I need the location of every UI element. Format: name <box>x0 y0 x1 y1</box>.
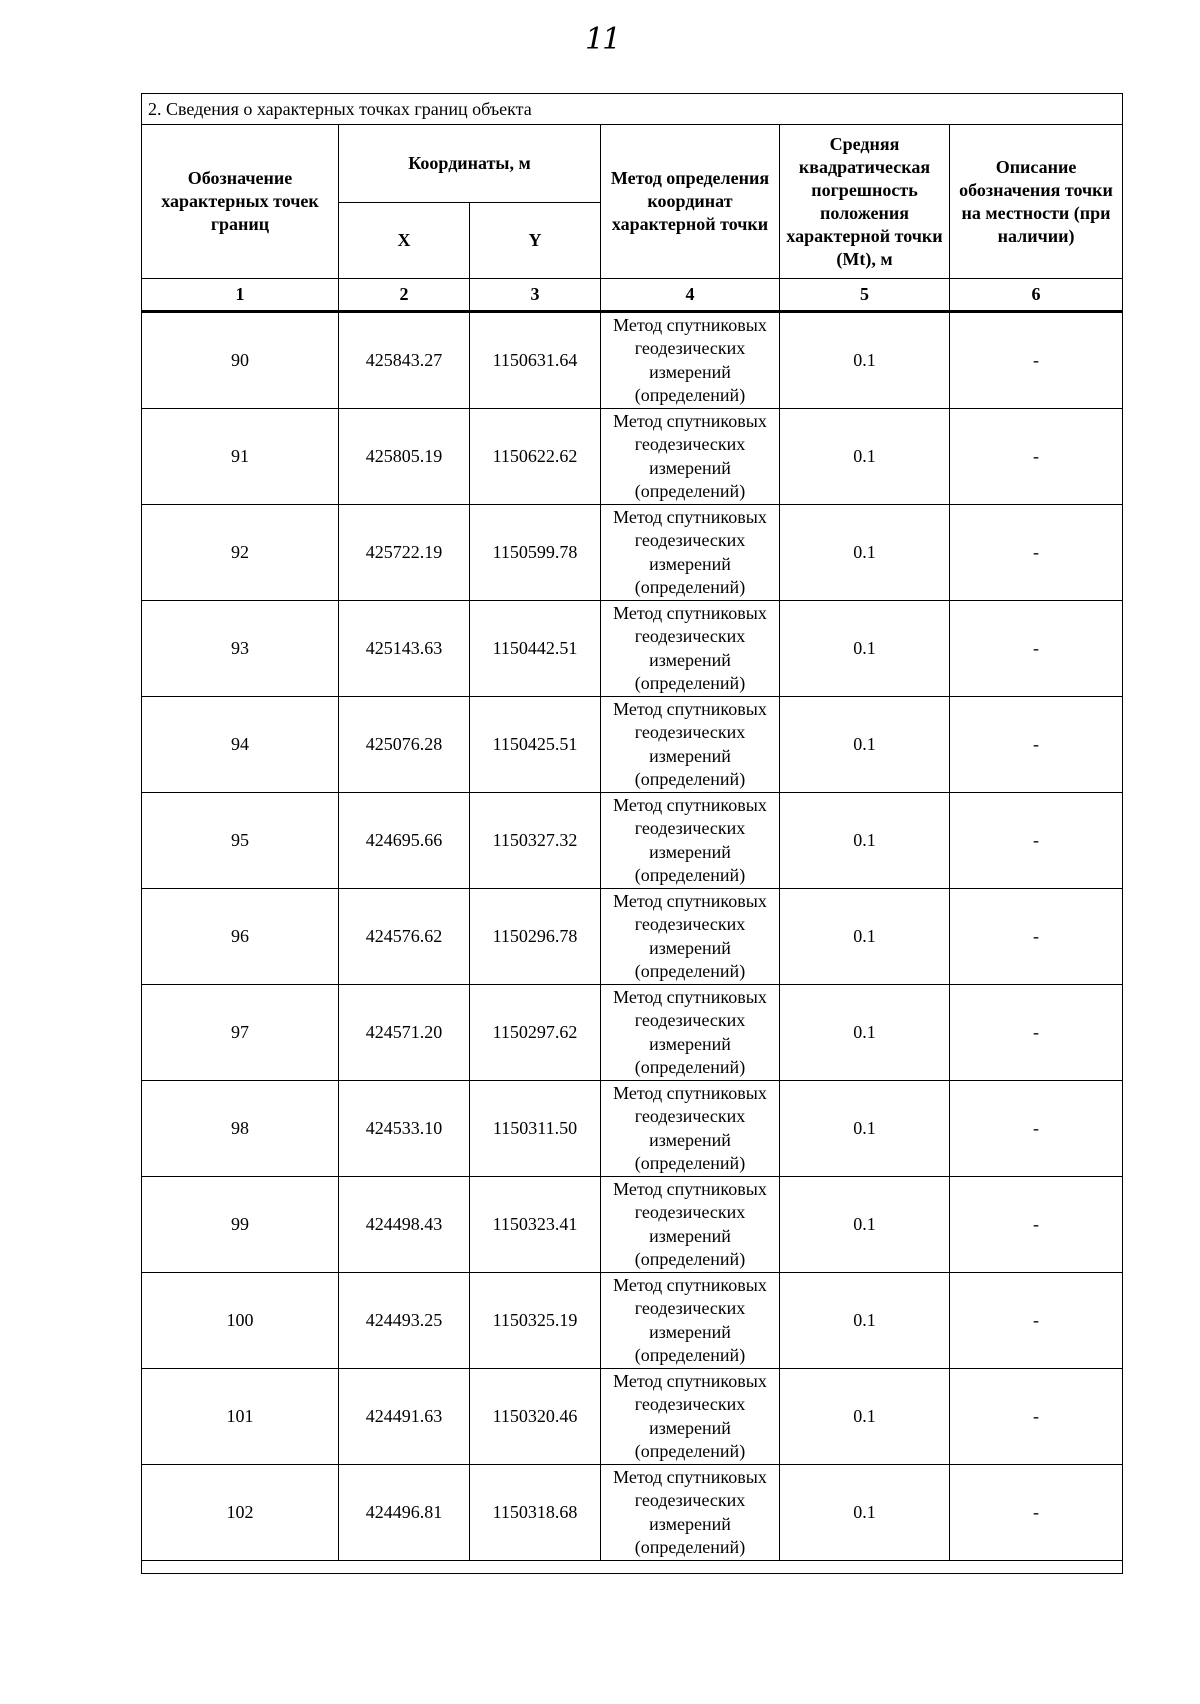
coord-y: 1150327.32 <box>470 793 601 889</box>
header-coordinates: Координаты, м <box>339 125 601 203</box>
mt-error: 0.1 <box>780 1081 950 1177</box>
header-x: X <box>339 203 470 279</box>
coord-y: 1150296.78 <box>470 889 601 985</box>
point-id: 90 <box>142 312 339 409</box>
mt-error: 0.1 <box>780 1369 950 1465</box>
method: Метод спутниковых геодезических измерений (определений) <box>601 793 780 889</box>
coord-x: 425843.27 <box>339 312 470 409</box>
table-row <box>142 1273 1123 1369</box>
coord-x: 424491.63 <box>339 1369 470 1465</box>
method: Метод спутниковых геодезических измерений (определений) <box>601 1369 780 1465</box>
coord-x: 424498.43 <box>339 1177 470 1273</box>
mt-error: 0.1 <box>780 1465 950 1561</box>
mt-error: 0.1 <box>780 1177 950 1273</box>
column-number-row <box>142 279 1123 312</box>
table-row <box>142 312 1123 409</box>
header-designation: Обозначение характерных точек границ <box>142 125 339 279</box>
mt-error: 0.1 <box>780 312 950 409</box>
coord-y: 1150631.64 <box>470 312 601 409</box>
point-id: 92 <box>142 505 339 601</box>
table-row <box>142 985 1123 1081</box>
coord-y: 1150297.62 <box>470 985 601 1081</box>
point-id: 100 <box>142 1273 339 1369</box>
mt-error: 0.1 <box>780 793 950 889</box>
column-number: 6 <box>950 279 1123 312</box>
point-description: - <box>950 793 1123 889</box>
table-row <box>142 697 1123 793</box>
table-row <box>142 409 1123 505</box>
column-number: 1 <box>142 279 339 312</box>
column-number: 4 <box>601 279 780 312</box>
point-description: - <box>950 601 1123 697</box>
point-id: 99 <box>142 1177 339 1273</box>
point-id: 97 <box>142 985 339 1081</box>
point-id: 101 <box>142 1369 339 1465</box>
mt-error: 0.1 <box>780 985 950 1081</box>
coord-x: 424496.81 <box>339 1465 470 1561</box>
coord-x: 424576.62 <box>339 889 470 985</box>
column-number: 5 <box>780 279 950 312</box>
point-id: 94 <box>142 697 339 793</box>
point-id: 98 <box>142 1081 339 1177</box>
header-method: Метод определения координат характерной точки <box>601 125 780 279</box>
point-description: - <box>950 697 1123 793</box>
coord-x: 425076.28 <box>339 697 470 793</box>
coord-y: 1150325.19 <box>470 1273 601 1369</box>
method: Метод спутниковых геодезических измерений (определений) <box>601 1177 780 1273</box>
coord-y: 1150320.46 <box>470 1369 601 1465</box>
coord-y: 1150311.50 <box>470 1081 601 1177</box>
method: Метод спутниковых геодезических измерений (определений) <box>601 1081 780 1177</box>
mt-error: 0.1 <box>780 889 950 985</box>
method: Метод спутниковых геодезических измерений (определений) <box>601 697 780 793</box>
point-description: - <box>950 889 1123 985</box>
coord-y: 1150318.68 <box>470 1465 601 1561</box>
page-number: 11 <box>585 22 620 57</box>
point-description: - <box>950 1273 1123 1369</box>
table-row <box>142 1465 1123 1561</box>
point-id: 91 <box>142 409 339 505</box>
header-description: Описание обозначения точки на местности (при наличии) <box>950 125 1123 279</box>
section-title: 2. Сведения о характерных точках границ объекта <box>142 94 1123 125</box>
coord-x: 424533.10 <box>339 1081 470 1177</box>
column-number: 3 <box>470 279 601 312</box>
point-description: - <box>950 312 1123 409</box>
coord-y: 1150599.78 <box>470 505 601 601</box>
method: Метод спутниковых геодезических измерений (определений) <box>601 505 780 601</box>
method: Метод спутниковых геодезических измерений (определений) <box>601 889 780 985</box>
table-row <box>142 1369 1123 1465</box>
method: Метод спутниковых геодезических измерений (определений) <box>601 409 780 505</box>
table-row <box>142 505 1123 601</box>
method: Метод спутниковых геодезических измерений (определений) <box>601 312 780 409</box>
point-description: - <box>950 985 1123 1081</box>
point-description: - <box>950 409 1123 505</box>
point-id: 95 <box>142 793 339 889</box>
table-row <box>142 1177 1123 1273</box>
point-id: 96 <box>142 889 339 985</box>
method: Метод спутниковых геодезических измерений (определений) <box>601 985 780 1081</box>
method: Метод спутниковых геодезических измерений (определений) <box>601 601 780 697</box>
point-description: - <box>950 1081 1123 1177</box>
coord-x: 425143.63 <box>339 601 470 697</box>
coord-x: 425722.19 <box>339 505 470 601</box>
point-id: 102 <box>142 1465 339 1561</box>
method: Метод спутниковых геодезических измерений (определений) <box>601 1465 780 1561</box>
coord-x: 424695.66 <box>339 793 470 889</box>
mt-error: 0.1 <box>780 601 950 697</box>
coord-y: 1150323.41 <box>470 1177 601 1273</box>
point-id: 93 <box>142 601 339 697</box>
column-number: 2 <box>339 279 470 312</box>
point-description: - <box>950 1369 1123 1465</box>
mt-error: 0.1 <box>780 409 950 505</box>
coord-y: 1150442.51 <box>470 601 601 697</box>
coord-x: 425805.19 <box>339 409 470 505</box>
mt-error: 0.1 <box>780 1273 950 1369</box>
coord-x: 424493.25 <box>339 1273 470 1369</box>
table-row <box>142 601 1123 697</box>
header-y: Y <box>470 203 601 279</box>
table-end-row <box>142 1561 1123 1574</box>
mt-error: 0.1 <box>780 505 950 601</box>
coord-y: 1150425.51 <box>470 697 601 793</box>
mt-error: 0.1 <box>780 697 950 793</box>
point-description: - <box>950 1177 1123 1273</box>
method: Метод спутниковых геодезических измерений (определений) <box>601 1273 780 1369</box>
coord-y: 1150622.62 <box>470 409 601 505</box>
point-description: - <box>950 505 1123 601</box>
boundary-points-table <box>141 93 1123 1574</box>
table-row <box>142 1081 1123 1177</box>
coord-x: 424571.20 <box>339 985 470 1081</box>
table-row <box>142 889 1123 985</box>
point-description: - <box>950 1465 1123 1561</box>
table-row <box>142 793 1123 889</box>
header-error: Средняя квадратическая погрешность положения характерной точки (Mt), м <box>780 125 950 279</box>
table-end-cell <box>142 1561 1123 1574</box>
